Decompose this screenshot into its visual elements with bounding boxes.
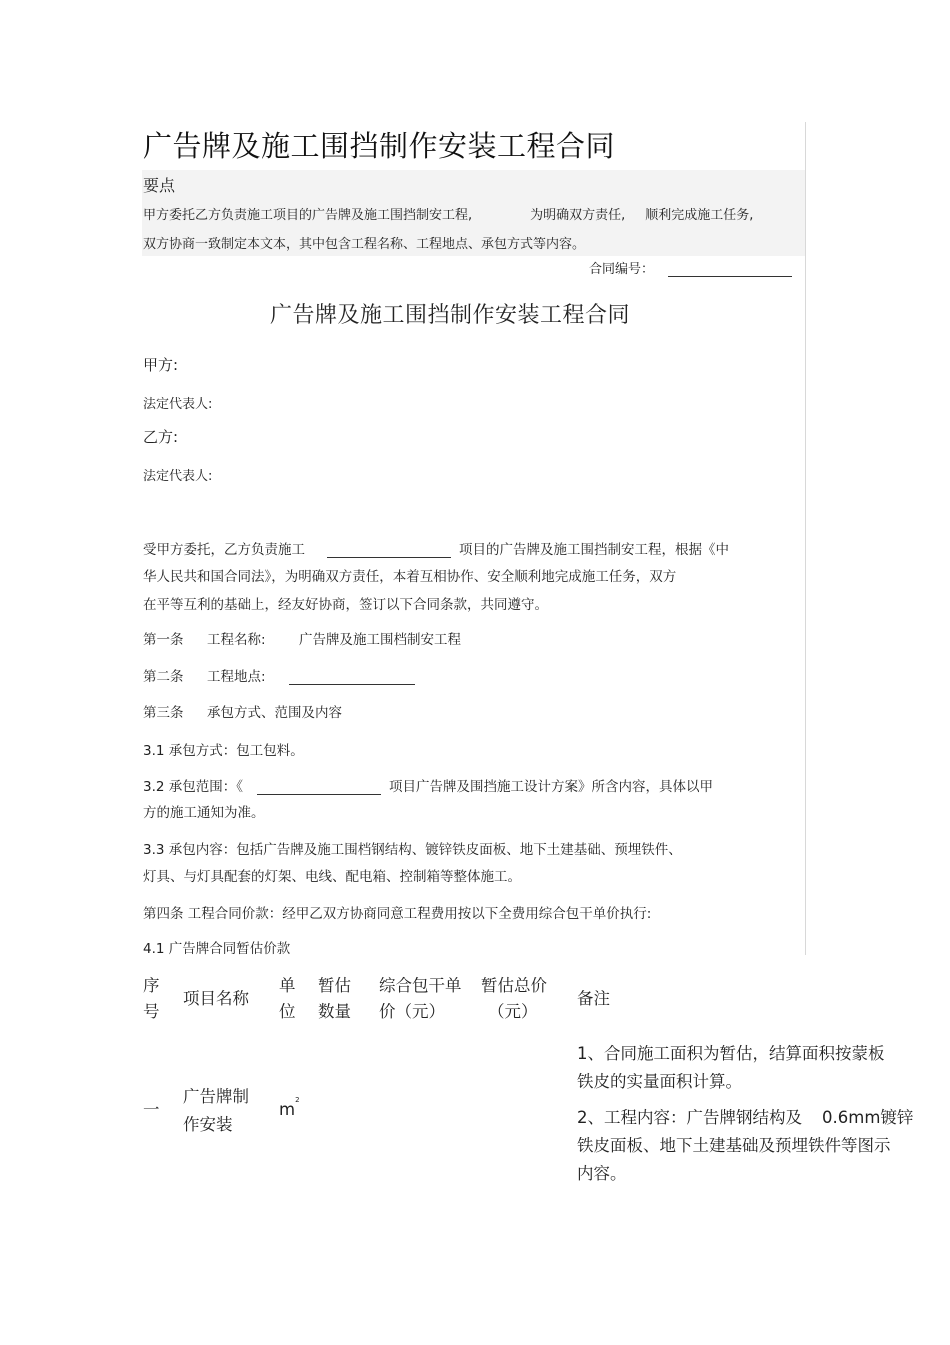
article-3: 第三条 承包方式、范围及内容 (143, 705, 342, 721)
row-name: 广告牌制 作安装 (183, 1087, 249, 1134)
document-title: 广告牌及施工围挡制作安装工程合同 (143, 129, 616, 163)
section-3-1: 3.1 承包方式：包工包料。 (143, 743, 304, 759)
summary-line-1: 甲方委托乙方负责施工项目的广告牌及施工围挡制安工程, 为明确双方责任, 顺利完成施工任务, (143, 208, 754, 223)
article-2: 第二条 工程地点: (143, 665, 415, 685)
summary-heading: 要点 (143, 176, 176, 195)
article-4: 第四条 工程合同价款：经甲乙双方协商同意工程费用按以下全费用综合包干单价执行: (143, 906, 652, 922)
col-header-seq: 序 号 (143, 976, 160, 1021)
row-note: 1、合同施工面积为暂估，结算面积按蒙板 铁皮的实量面积计算。 2、工程内容：广告牌钢结构及 0.6mm镀锌 铁皮面板、地下土建基础及预埋铁件等图示 内容。 (577, 1044, 914, 1183)
col-header-name: 项目名称 (183, 989, 249, 1008)
project-name-blank[interactable] (327, 543, 451, 558)
section-4-1: 4.1 广告牌合同暂估价款 (143, 941, 291, 957)
intro-line-2: 华人民共和国合同法》，为明确双方责任，本着互相协作、安全顺利地完成施工任务，双方 (143, 569, 677, 585)
intro-line-1: 受甲方委托，乙方负责施工 项目的广告牌及施工围挡制安工程，根据《中 (143, 542, 729, 558)
design-plan-blank[interactable] (257, 780, 381, 795)
section-3-2-cont: 方的施工通知为准。 (143, 805, 265, 821)
contract-number-blank[interactable] (668, 262, 792, 277)
page-margin-line (805, 122, 806, 955)
party-b-representative: 法定代表人: (143, 469, 213, 484)
summary-line-2: 双方协商一致制定本文本，其中包含工程名称、工程地点、承包方式等内容。 (143, 237, 586, 252)
party-b-label: 乙方: (143, 428, 179, 446)
col-header-qty: 暂估 数量 (318, 976, 351, 1021)
party-a-representative: 法定代表人: (143, 397, 213, 412)
section-3-2: 3.2 承包范围：《 项目广告牌及围挡施工设计方案》所含内容，具体以甲 (143, 779, 714, 795)
row-unit: $m^2$ (279, 1096, 300, 1119)
col-header-unit: 单 位 (279, 976, 296, 1021)
project-location-blank[interactable] (289, 670, 415, 685)
col-header-unit-price: 综合包干单 价（元） (379, 976, 462, 1021)
col-header-total: 暂估总价 （元） (481, 976, 547, 1021)
section-3-3-cont: 灯具、与灯具配套的灯架、电线、配电箱、控制箱等整体施工。 (143, 869, 521, 885)
col-header-note: 备注 (577, 989, 610, 1008)
party-a-label: 甲方: (143, 356, 179, 374)
article-1: 第一条 工程名称: 广告牌及施工围档制安工程 (143, 632, 461, 648)
intro-line-3: 在平等互利的基础上，经友好协商，签订以下合同条款，共同遵守。 (143, 597, 548, 613)
contract-title: 广告牌及施工围挡制作安装工程合同 (270, 303, 631, 328)
contract-number-field: 合同编号： (589, 258, 792, 277)
section-3-3: 3.3 承包内容：包括广告牌及施工围档钢结构、镀锌铁皮面板、地下土建基础、预埋铁件、 (143, 842, 682, 858)
row-seq: 一 (143, 1100, 160, 1119)
